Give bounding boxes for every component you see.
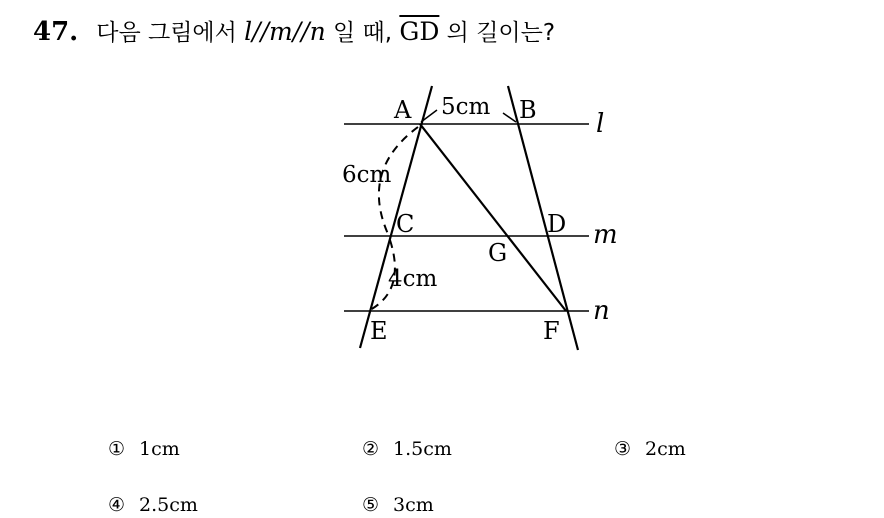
- question-middle: 일 때,: [325, 20, 400, 46]
- choice-2[interactable]: [362, 438, 452, 460]
- choice-4-mark: ④: [108, 494, 126, 516]
- choice-5-value: 3cm: [393, 494, 434, 516]
- choice-3-value: 2cm: [645, 438, 686, 460]
- choice-3-mark: ③: [614, 438, 632, 460]
- question-suffix: 의 길이는?: [439, 20, 556, 46]
- choice-1[interactable]: [108, 438, 180, 460]
- label-e: E: [370, 317, 388, 345]
- choice-5[interactable]: [362, 494, 434, 516]
- length-ac: 6cm: [342, 162, 392, 188]
- choice-5-mark: ⑤: [362, 494, 380, 516]
- label-c: C: [396, 210, 415, 238]
- label-a: A: [394, 96, 412, 124]
- label-line-l: l: [596, 109, 605, 139]
- label-line-m: m: [593, 220, 618, 250]
- choice-1-value: 1cm: [139, 438, 180, 460]
- choice-4[interactable]: [108, 494, 198, 516]
- length-ab: 5cm: [441, 94, 491, 120]
- choice-2-mark: ②: [362, 438, 380, 460]
- label-f: F: [543, 317, 560, 345]
- length-ce: 4cm: [388, 266, 438, 292]
- choice-3[interactable]: [614, 438, 686, 460]
- arrow-ab-right: [503, 113, 516, 122]
- label-b: B: [519, 96, 537, 124]
- question-prefix: 다음 그림에서: [96, 20, 245, 46]
- choice-1-mark: ①: [108, 438, 126, 460]
- label-d: D: [547, 210, 567, 238]
- choice-4-value: 2.5cm: [139, 494, 198, 516]
- label-line-n: n: [593, 296, 610, 326]
- segment-gd: $\overline{GD}$: [399, 17, 440, 46]
- label-g: G: [488, 239, 508, 267]
- parallel-condition: l//m//n: [244, 17, 326, 46]
- segment-af: [420, 124, 566, 311]
- question-number: 47.: [33, 17, 79, 47]
- choice-2-value: 1.5cm: [393, 438, 452, 460]
